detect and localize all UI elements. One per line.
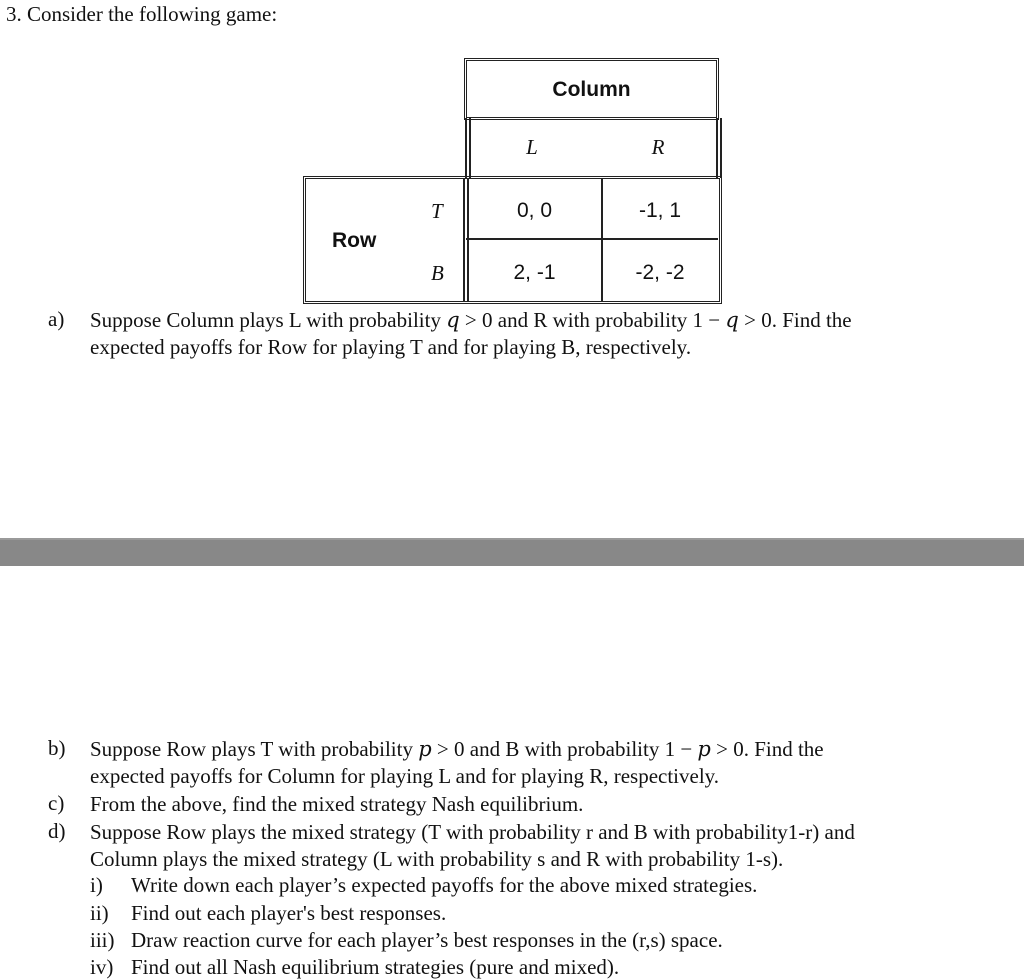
- question-c-label: c): [48, 791, 65, 815]
- question-a-line2: expected payoffs for Row for playing T and for playing B, respectively.: [90, 335, 692, 359]
- question-d-line2: Column plays the mixed strategy (L with probability s and R with probability 1-s).: [90, 847, 784, 871]
- sub-i-text: Write down each player’s expected payoffs for the above mixed strategies.: [131, 873, 758, 897]
- row-player-label: Row: [332, 229, 377, 252]
- question-a-label: a): [48, 307, 65, 331]
- question-d-label: d): [48, 819, 66, 843]
- problem-header: 3. Consider the following game:: [6, 2, 278, 26]
- question-b-label: b): [48, 736, 66, 760]
- question-c-line1: From the above, find the mixed strategy Nash equilibrium.: [90, 792, 584, 816]
- question-b-line1: Suppose Row plays T with probability 𝑝 > 0 and B with probability 1 − 𝑝 > 0. Find the: [90, 737, 824, 761]
- payoff-TL: 0, 0: [516, 199, 553, 222]
- sub-i-label: i): [90, 873, 103, 897]
- payoff-BR: -2, -2: [635, 261, 685, 284]
- question-d-line1: Suppose Row plays the mixed strategy (T with probability r and B with probability1-r) and: [90, 820, 855, 844]
- strategy-label-L: L: [526, 135, 538, 159]
- sub-iii-text: Draw reaction curve for each player’s best responses in the (r,s) space.: [131, 928, 723, 952]
- question-a-line1: Suppose Column plays L with probability 𝑞 > 0 and R with probability 1 − 𝑞 > 0. Find the: [90, 308, 852, 332]
- strategy-label-T: T: [431, 199, 443, 223]
- column-player-label: Column: [552, 78, 631, 101]
- sub-iv-text: Find out all Nash equilibrium strategies (pure and mixed).: [131, 955, 620, 979]
- payoff-BL: 2, -1: [513, 261, 556, 284]
- sub-ii-label: ii): [90, 901, 109, 925]
- payoff-TR: -1, 1: [638, 199, 682, 222]
- question-b-line2: expected payoffs for Column for playing L and for playing R, respectively.: [90, 764, 720, 788]
- sub-iii-label: iii): [90, 928, 115, 952]
- strategy-label-B: B: [431, 261, 444, 285]
- sub-ii-text: Find out each player's best responses.: [131, 901, 447, 925]
- strategy-label-R: R: [651, 135, 665, 159]
- sub-iv-label: iv): [90, 955, 114, 979]
- page-divider: [0, 538, 1024, 566]
